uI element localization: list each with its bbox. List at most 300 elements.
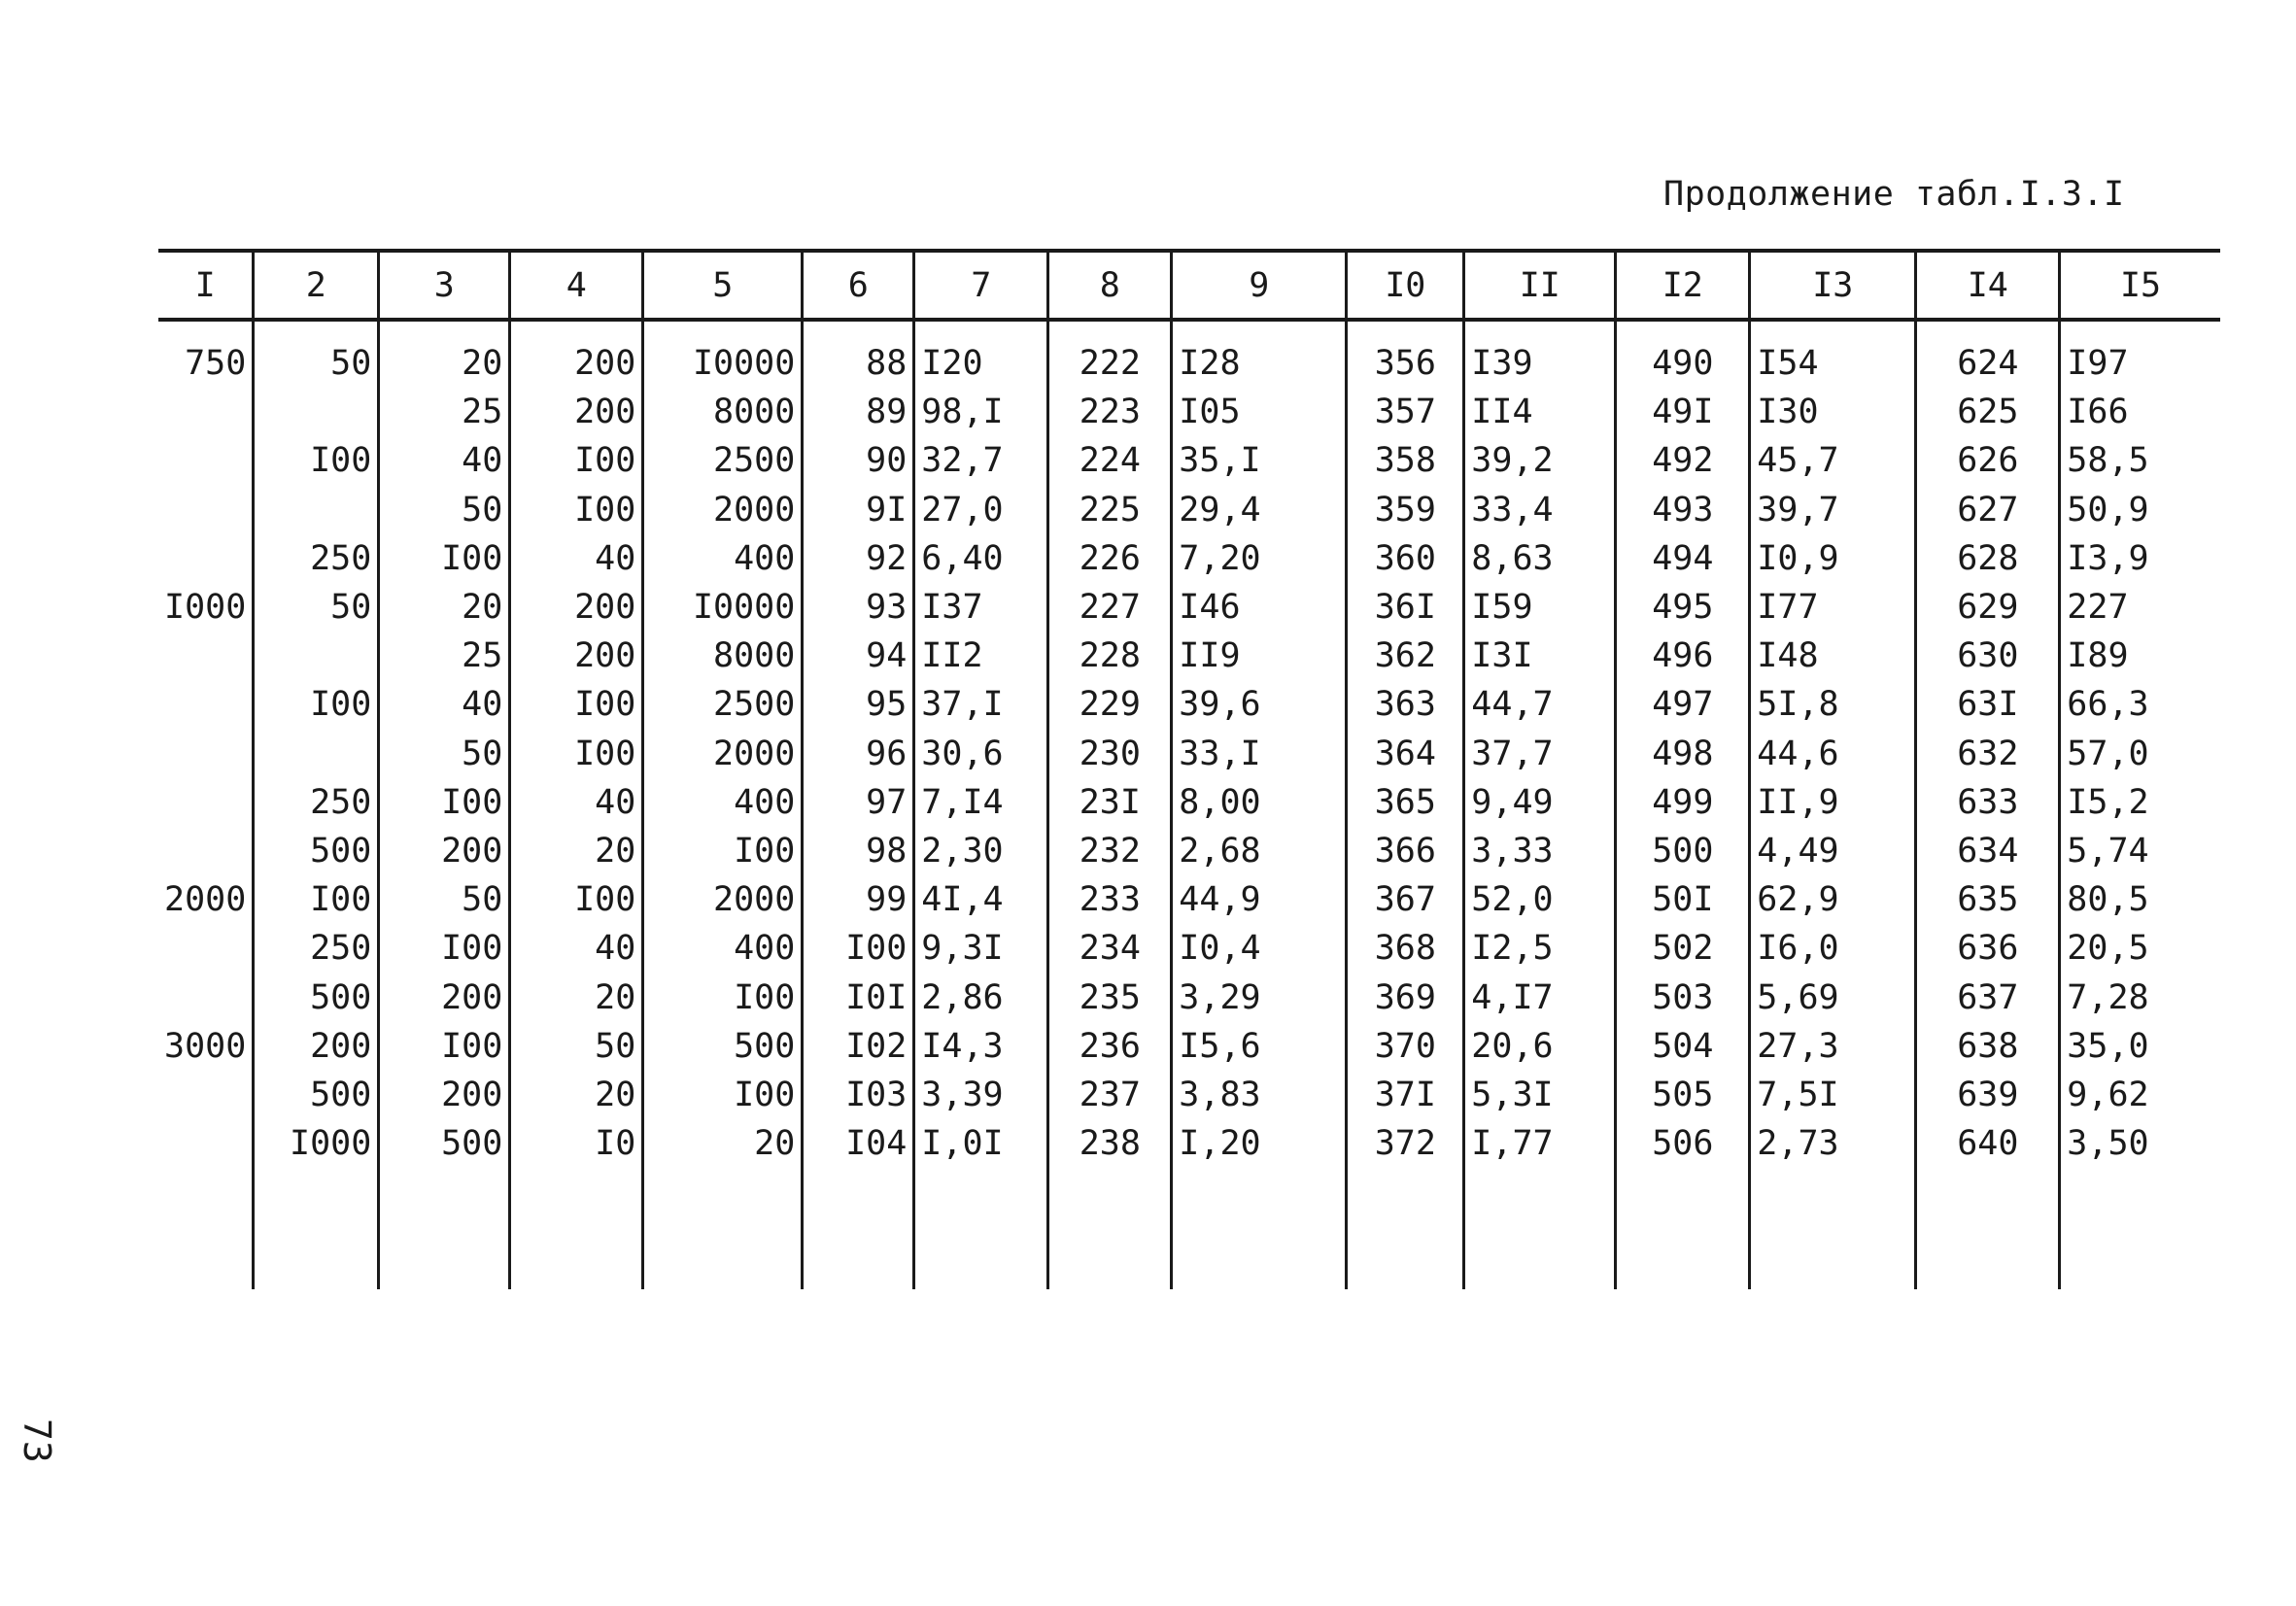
table-cell: 359: [1347, 486, 1464, 534]
table-cell: 20,6: [1464, 1022, 1616, 1071]
table-cell: 224: [1048, 436, 1172, 485]
table-cell: 400: [643, 778, 803, 827]
table-cell: [158, 388, 254, 436]
table-cell: 57,0: [2060, 730, 2220, 778]
table-cell: 498: [1616, 730, 1750, 778]
table-cell: I20: [914, 320, 1048, 388]
table-cell: 4I,4: [914, 875, 1048, 924]
column-header: 8: [1048, 251, 1172, 320]
table-cell: 52,0: [1464, 875, 1616, 924]
table-cell: I00: [643, 1071, 803, 1119]
table-row: [158, 486, 2220, 534]
table-cell: 630: [1916, 632, 2060, 680]
table-cell: 640: [1916, 1119, 2060, 1168]
table-cell: I04: [803, 1119, 914, 1168]
table-cell: [158, 778, 254, 827]
table-cell: 7,5I: [1750, 1071, 1916, 1119]
table-cell: 90: [803, 436, 914, 485]
table-cell: I00: [510, 875, 643, 924]
table-cell: 497: [1616, 680, 1750, 729]
table-cell: 30,6: [914, 730, 1048, 778]
table-cell: 504: [1616, 1022, 1750, 1071]
table-cell: 25: [379, 632, 510, 680]
table-row: [158, 778, 2220, 827]
table-row: [158, 583, 2220, 632]
table-cell: I00: [254, 875, 379, 924]
table-cell: 27,0: [914, 486, 1048, 534]
table-cell: 50: [379, 875, 510, 924]
table-cell: 634: [1916, 827, 2060, 875]
table-cell: [254, 388, 379, 436]
column-header: 3: [379, 251, 510, 320]
table-cell: I0,9: [1750, 534, 1916, 583]
table-cell: I54: [1750, 320, 1916, 388]
table-cell: I3,9: [2060, 534, 2220, 583]
table-cell: I0000: [643, 320, 803, 388]
table-cell: 89: [803, 388, 914, 436]
table-cell: 750: [185, 344, 247, 384]
table-cell: 20: [643, 1119, 803, 1168]
column-header: I2: [1616, 251, 1750, 320]
table-cell: I,77: [1464, 1119, 1616, 1168]
table-cell: 4,49: [1750, 827, 1916, 875]
table-cell: 99: [803, 875, 914, 924]
table-cell: I37: [914, 583, 1048, 632]
table-cell: 200: [379, 973, 510, 1021]
column-header: I5: [2060, 251, 2220, 320]
table-cell: [254, 632, 379, 680]
table-cell: [1048, 1168, 1172, 1289]
table-cell: 200: [379, 827, 510, 875]
table-cell: 499: [1616, 778, 1750, 827]
table-cell: 368: [1347, 924, 1464, 973]
table-cell: 4,I7: [1464, 973, 1616, 1021]
table-cell: 33,I: [1172, 730, 1347, 778]
table-cell: [1464, 1168, 1616, 1289]
table-cell: [158, 924, 254, 973]
column-header: I3: [1750, 251, 1916, 320]
table-row: [158, 730, 2220, 778]
table-cell: 20: [510, 827, 643, 875]
table-cell: I00: [510, 680, 643, 729]
table-cell: [1916, 1168, 2060, 1289]
table-cell: 200: [510, 320, 643, 388]
table-cell: 365: [1347, 778, 1464, 827]
table-cell: 372: [1347, 1119, 1464, 1168]
table-cell: 20: [379, 320, 510, 388]
table-cell: 29,4: [1172, 486, 1347, 534]
table-cell: 9,62: [2060, 1071, 2220, 1119]
table-cell: I0000: [643, 583, 803, 632]
table-cell: 223: [1048, 388, 1172, 436]
table-cell: 356: [1347, 320, 1464, 388]
table-cell: 20: [510, 973, 643, 1021]
table-cell: 633: [1916, 778, 2060, 827]
table-cell: I,0I: [914, 1119, 1048, 1168]
table-cell: [1347, 1168, 1464, 1289]
table-cell: 35,I: [1172, 436, 1347, 485]
table-cell: 360: [1347, 534, 1464, 583]
table-cell: 236: [1048, 1022, 1172, 1071]
table-cell: 225: [1048, 486, 1172, 534]
table-cell: I00: [379, 924, 510, 973]
table-cell: [158, 534, 254, 583]
table-cell: I39: [1464, 320, 1616, 388]
table-cell: 370: [1347, 1022, 1464, 1071]
table-cell: I00: [254, 680, 379, 729]
table-cell: 233: [1048, 875, 1172, 924]
table-cell: 37,7: [1464, 730, 1616, 778]
table-cell: 98: [803, 827, 914, 875]
table-cell: 39,6: [1172, 680, 1347, 729]
table-cell: 36I: [1347, 583, 1464, 632]
table-cell: 237: [1048, 1071, 1172, 1119]
table-cell: 33,4: [1464, 486, 1616, 534]
table-cell: [158, 730, 254, 778]
table-cell: 639: [1916, 1071, 2060, 1119]
table-cell: I77: [1750, 583, 1916, 632]
table-cell: 8,00: [1172, 778, 1347, 827]
table-cell: [379, 1168, 510, 1289]
table-cell: I5,6: [1172, 1022, 1347, 1071]
table-cell: 96: [803, 730, 914, 778]
table-cell: I000: [254, 1119, 379, 1168]
table-cell: I000: [164, 588, 247, 628]
table-cell: 2000: [643, 875, 803, 924]
table-cell: [158, 1071, 254, 1119]
table-cell: 506: [1616, 1119, 1750, 1168]
table-cell: 7,I4: [914, 778, 1048, 827]
table-cell: 369: [1347, 973, 1464, 1021]
table-cell: II9: [1172, 632, 1347, 680]
table-cell: I00: [379, 778, 510, 827]
table-cell: 637: [1916, 973, 2060, 1021]
table-cell: 50: [379, 730, 510, 778]
column-header: I0: [1347, 251, 1464, 320]
table-cell: 9I: [803, 486, 914, 534]
table-cell: 636: [1916, 924, 2060, 973]
table-row: [158, 827, 2220, 875]
table-cell: 238: [1048, 1119, 1172, 1168]
column-header: 9: [1172, 251, 1347, 320]
table-cell: 23I: [1048, 778, 1172, 827]
table-cell: 232: [1048, 827, 1172, 875]
table-cell: 8,63: [1464, 534, 1616, 583]
table-cell: [1750, 1168, 1916, 1289]
table-cell: I00: [643, 973, 803, 1021]
table-cell: 200: [510, 632, 643, 680]
table-cell: I00: [510, 436, 643, 485]
table-cell: 635: [1916, 875, 2060, 924]
table-cell: 250: [254, 534, 379, 583]
table-cell: 358: [1347, 436, 1464, 485]
table-cell: 44,9: [1172, 875, 1347, 924]
table-cell: [643, 1168, 803, 1289]
table-cell: I46: [1172, 583, 1347, 632]
table-cell: I,20: [1172, 1119, 1347, 1168]
column-header: I: [158, 251, 254, 320]
table-cell: 40: [379, 680, 510, 729]
table-cell: I4,3: [914, 1022, 1048, 1071]
table-cell: 3,39: [914, 1071, 1048, 1119]
table-cell: 3,83: [1172, 1071, 1347, 1119]
column-header: 7: [914, 251, 1048, 320]
table-cell: I00: [254, 436, 379, 485]
table-cell: 200: [379, 1071, 510, 1119]
table-cell: 92: [803, 534, 914, 583]
table-cell: 66,3: [2060, 680, 2220, 729]
table-cell: 492: [1616, 436, 1750, 485]
table-cell: 367: [1347, 875, 1464, 924]
table-cell: [158, 973, 254, 1021]
table-cell: 3,50: [2060, 1119, 2220, 1168]
table-cell: 39,2: [1464, 436, 1616, 485]
table-cell: 25: [379, 388, 510, 436]
table-filler-row: [158, 1168, 2220, 1289]
table-cell: 44,7: [1464, 680, 1616, 729]
table-cell: 5I,8: [1750, 680, 1916, 729]
table-cell: [914, 1168, 1048, 1289]
table-cell: 49I: [1616, 388, 1750, 436]
table-cell: 9,3I: [914, 924, 1048, 973]
table-row: [158, 436, 2220, 485]
table-cell: I2,5: [1464, 924, 1616, 973]
table-header: [158, 251, 2220, 320]
table-cell: 2000: [164, 880, 247, 920]
table-row: [158, 1119, 2220, 1168]
table-cell: 500: [254, 827, 379, 875]
table-cell: I00: [803, 924, 914, 973]
table-cell: [158, 680, 254, 729]
table-cell: I30: [1750, 388, 1916, 436]
table-cell: 37,I: [914, 680, 1048, 729]
table-cell: [1616, 1168, 1750, 1289]
table-cell: 2,86: [914, 973, 1048, 1021]
table-cell: I5,2: [2060, 778, 2220, 827]
table-cell: 3,29: [1172, 973, 1347, 1021]
table-cell: I03: [803, 1071, 914, 1119]
table-cell: [158, 827, 254, 875]
table-cell: 2,30: [914, 827, 1048, 875]
table-cell: 494: [1616, 534, 1750, 583]
table-cell: 493: [1616, 486, 1750, 534]
table-cell: 50: [254, 320, 379, 388]
table-cell: II2: [914, 632, 1048, 680]
table-cell: 20: [510, 1071, 643, 1119]
table-cell: [803, 1168, 914, 1289]
table-cell: 357: [1347, 388, 1464, 436]
table-cell: [2060, 1168, 2220, 1289]
table-cell: 230: [1048, 730, 1172, 778]
table-cell: 35,0: [2060, 1022, 2220, 1071]
table-cell: 628: [1916, 534, 2060, 583]
table-cell: 50: [254, 583, 379, 632]
table-cell: [254, 1168, 379, 1289]
table-cell: 97: [803, 778, 914, 827]
table-cell: 625: [1916, 388, 2060, 436]
table-row: [158, 875, 2220, 924]
table-cell: 227: [2060, 583, 2220, 632]
table-cell: 20,5: [2060, 924, 2220, 973]
header-row: [158, 251, 2220, 320]
table-cell: I6,0: [1750, 924, 1916, 973]
table-cell: 27,3: [1750, 1022, 1916, 1071]
table-cell: 222: [1048, 320, 1172, 388]
table-cell: I00: [510, 730, 643, 778]
table-cell: 50: [379, 486, 510, 534]
table-cell: 490: [1616, 320, 1750, 388]
table-cell: 226: [1048, 534, 1172, 583]
table-cell: I0: [510, 1119, 643, 1168]
table-cell: 366: [1347, 827, 1464, 875]
table-cell: I00: [379, 1022, 510, 1071]
table-cell: 62,9: [1750, 875, 1916, 924]
table-cell: 400: [643, 534, 803, 583]
column-header: 6: [803, 251, 914, 320]
table-row: [158, 320, 2220, 388]
table-cell: [510, 1168, 643, 1289]
table-cell: 2000: [643, 486, 803, 534]
table-body: [158, 320, 2220, 1289]
table-cell: 40: [510, 778, 643, 827]
table-cell: [158, 436, 254, 485]
table-cell: 234: [1048, 924, 1172, 973]
column-header: 2: [254, 251, 379, 320]
table-cell: 627: [1916, 486, 2060, 534]
table-cell: 5,74: [2060, 827, 2220, 875]
table-row: [158, 632, 2220, 680]
table-cell: I97: [2060, 320, 2220, 388]
table-cell: 2500: [643, 436, 803, 485]
table-cell: 200: [510, 583, 643, 632]
table-cell: II4: [1464, 388, 1616, 436]
table-cell: 638: [1916, 1022, 2060, 1071]
table-cell: 40: [510, 534, 643, 583]
table-cell: 5,3I: [1464, 1071, 1616, 1119]
table-cell: 626: [1916, 436, 2060, 485]
table-cell: 632: [1916, 730, 2060, 778]
table-cell: I28: [1172, 320, 1347, 388]
table-row: [158, 388, 2220, 436]
table-cell: 229: [1048, 680, 1172, 729]
table-cell: 400: [643, 924, 803, 973]
table-cell: 362: [1347, 632, 1464, 680]
table-cell: 629: [1916, 583, 2060, 632]
table-cell: 7,28: [2060, 973, 2220, 1021]
table-cell: 500: [379, 1119, 510, 1168]
table-cell: 45,7: [1750, 436, 1916, 485]
table-cell: I89: [2060, 632, 2220, 680]
table-cell: 500: [254, 973, 379, 1021]
table-cell: 505: [1616, 1071, 1750, 1119]
table-cell: 496: [1616, 632, 1750, 680]
data-table: [158, 249, 2220, 1289]
column-header: 4: [510, 251, 643, 320]
table-cell: 200: [510, 388, 643, 436]
page-number: 73: [16, 1418, 58, 1463]
table-row: [158, 680, 2220, 729]
table-cell: I05: [1172, 388, 1347, 436]
table-cell: 2,68: [1172, 827, 1347, 875]
table-cell: 227: [1048, 583, 1172, 632]
table-row: [158, 973, 2220, 1021]
table-cell: 44,6: [1750, 730, 1916, 778]
table-caption: Продолжение табл.I.3.I: [1663, 175, 2125, 214]
table-cell: [158, 1119, 254, 1168]
table-cell: 363: [1347, 680, 1464, 729]
table-cell: 500: [1616, 827, 1750, 875]
table-cell: 495: [1616, 583, 1750, 632]
table-cell: I00: [379, 534, 510, 583]
column-header: 5: [643, 251, 803, 320]
table-row: [158, 534, 2220, 583]
table-cell: I00: [510, 486, 643, 534]
table-cell: 20: [379, 583, 510, 632]
table-cell: I00: [643, 827, 803, 875]
table-cell: 500: [254, 1071, 379, 1119]
table-row: [158, 1071, 2220, 1119]
table-cell: I59: [1464, 583, 1616, 632]
table-cell: [1172, 1168, 1347, 1289]
table-row: [158, 1022, 2220, 1071]
table-cell: 250: [254, 924, 379, 973]
table-cell: 250: [254, 778, 379, 827]
table-cell: 235: [1048, 973, 1172, 1021]
table-cell: 37I: [1347, 1071, 1464, 1119]
table-cell: 63I: [1916, 680, 2060, 729]
table-cell: 200: [254, 1022, 379, 1071]
table-cell: 50,9: [2060, 486, 2220, 534]
table-cell: 8000: [643, 388, 803, 436]
table-cell: 40: [510, 924, 643, 973]
table-cell: 50: [510, 1022, 643, 1071]
table-cell: 503: [1616, 973, 1750, 1021]
table-cell: 7,20: [1172, 534, 1347, 583]
table-cell: 88: [803, 320, 914, 388]
table-cell: I0I: [803, 973, 914, 1021]
table-cell: 58,5: [2060, 436, 2220, 485]
table-cell: I0,4: [1172, 924, 1347, 973]
table-cell: 228: [1048, 632, 1172, 680]
table-cell: 93: [803, 583, 914, 632]
table-cell: 40: [379, 436, 510, 485]
table-cell: 2500: [643, 680, 803, 729]
table-cell: 6,40: [914, 534, 1048, 583]
table-cell: I02: [803, 1022, 914, 1071]
table-cell: I3I: [1464, 632, 1616, 680]
table-cell: 364: [1347, 730, 1464, 778]
table-cell: II,9: [1750, 778, 1916, 827]
table-cell: [254, 486, 379, 534]
table-cell: 80,5: [2060, 875, 2220, 924]
table-cell: 50I: [1616, 875, 1750, 924]
column-header: I4: [1916, 251, 2060, 320]
table-cell: I66: [2060, 388, 2220, 436]
table-cell: 502: [1616, 924, 1750, 973]
table-cell: [158, 632, 254, 680]
table-cell: 3,33: [1464, 827, 1616, 875]
table-cell: [158, 486, 254, 534]
table-cell: 2,73: [1750, 1119, 1916, 1168]
table-row: [158, 924, 2220, 973]
table-cell: 5,69: [1750, 973, 1916, 1021]
table-cell: 94: [803, 632, 914, 680]
table-cell: 624: [1916, 320, 2060, 388]
table-cell: 9,49: [1464, 778, 1616, 827]
table-cell: 500: [643, 1022, 803, 1071]
table-cell: I48: [1750, 632, 1916, 680]
table-cell: 3000: [164, 1026, 247, 1066]
